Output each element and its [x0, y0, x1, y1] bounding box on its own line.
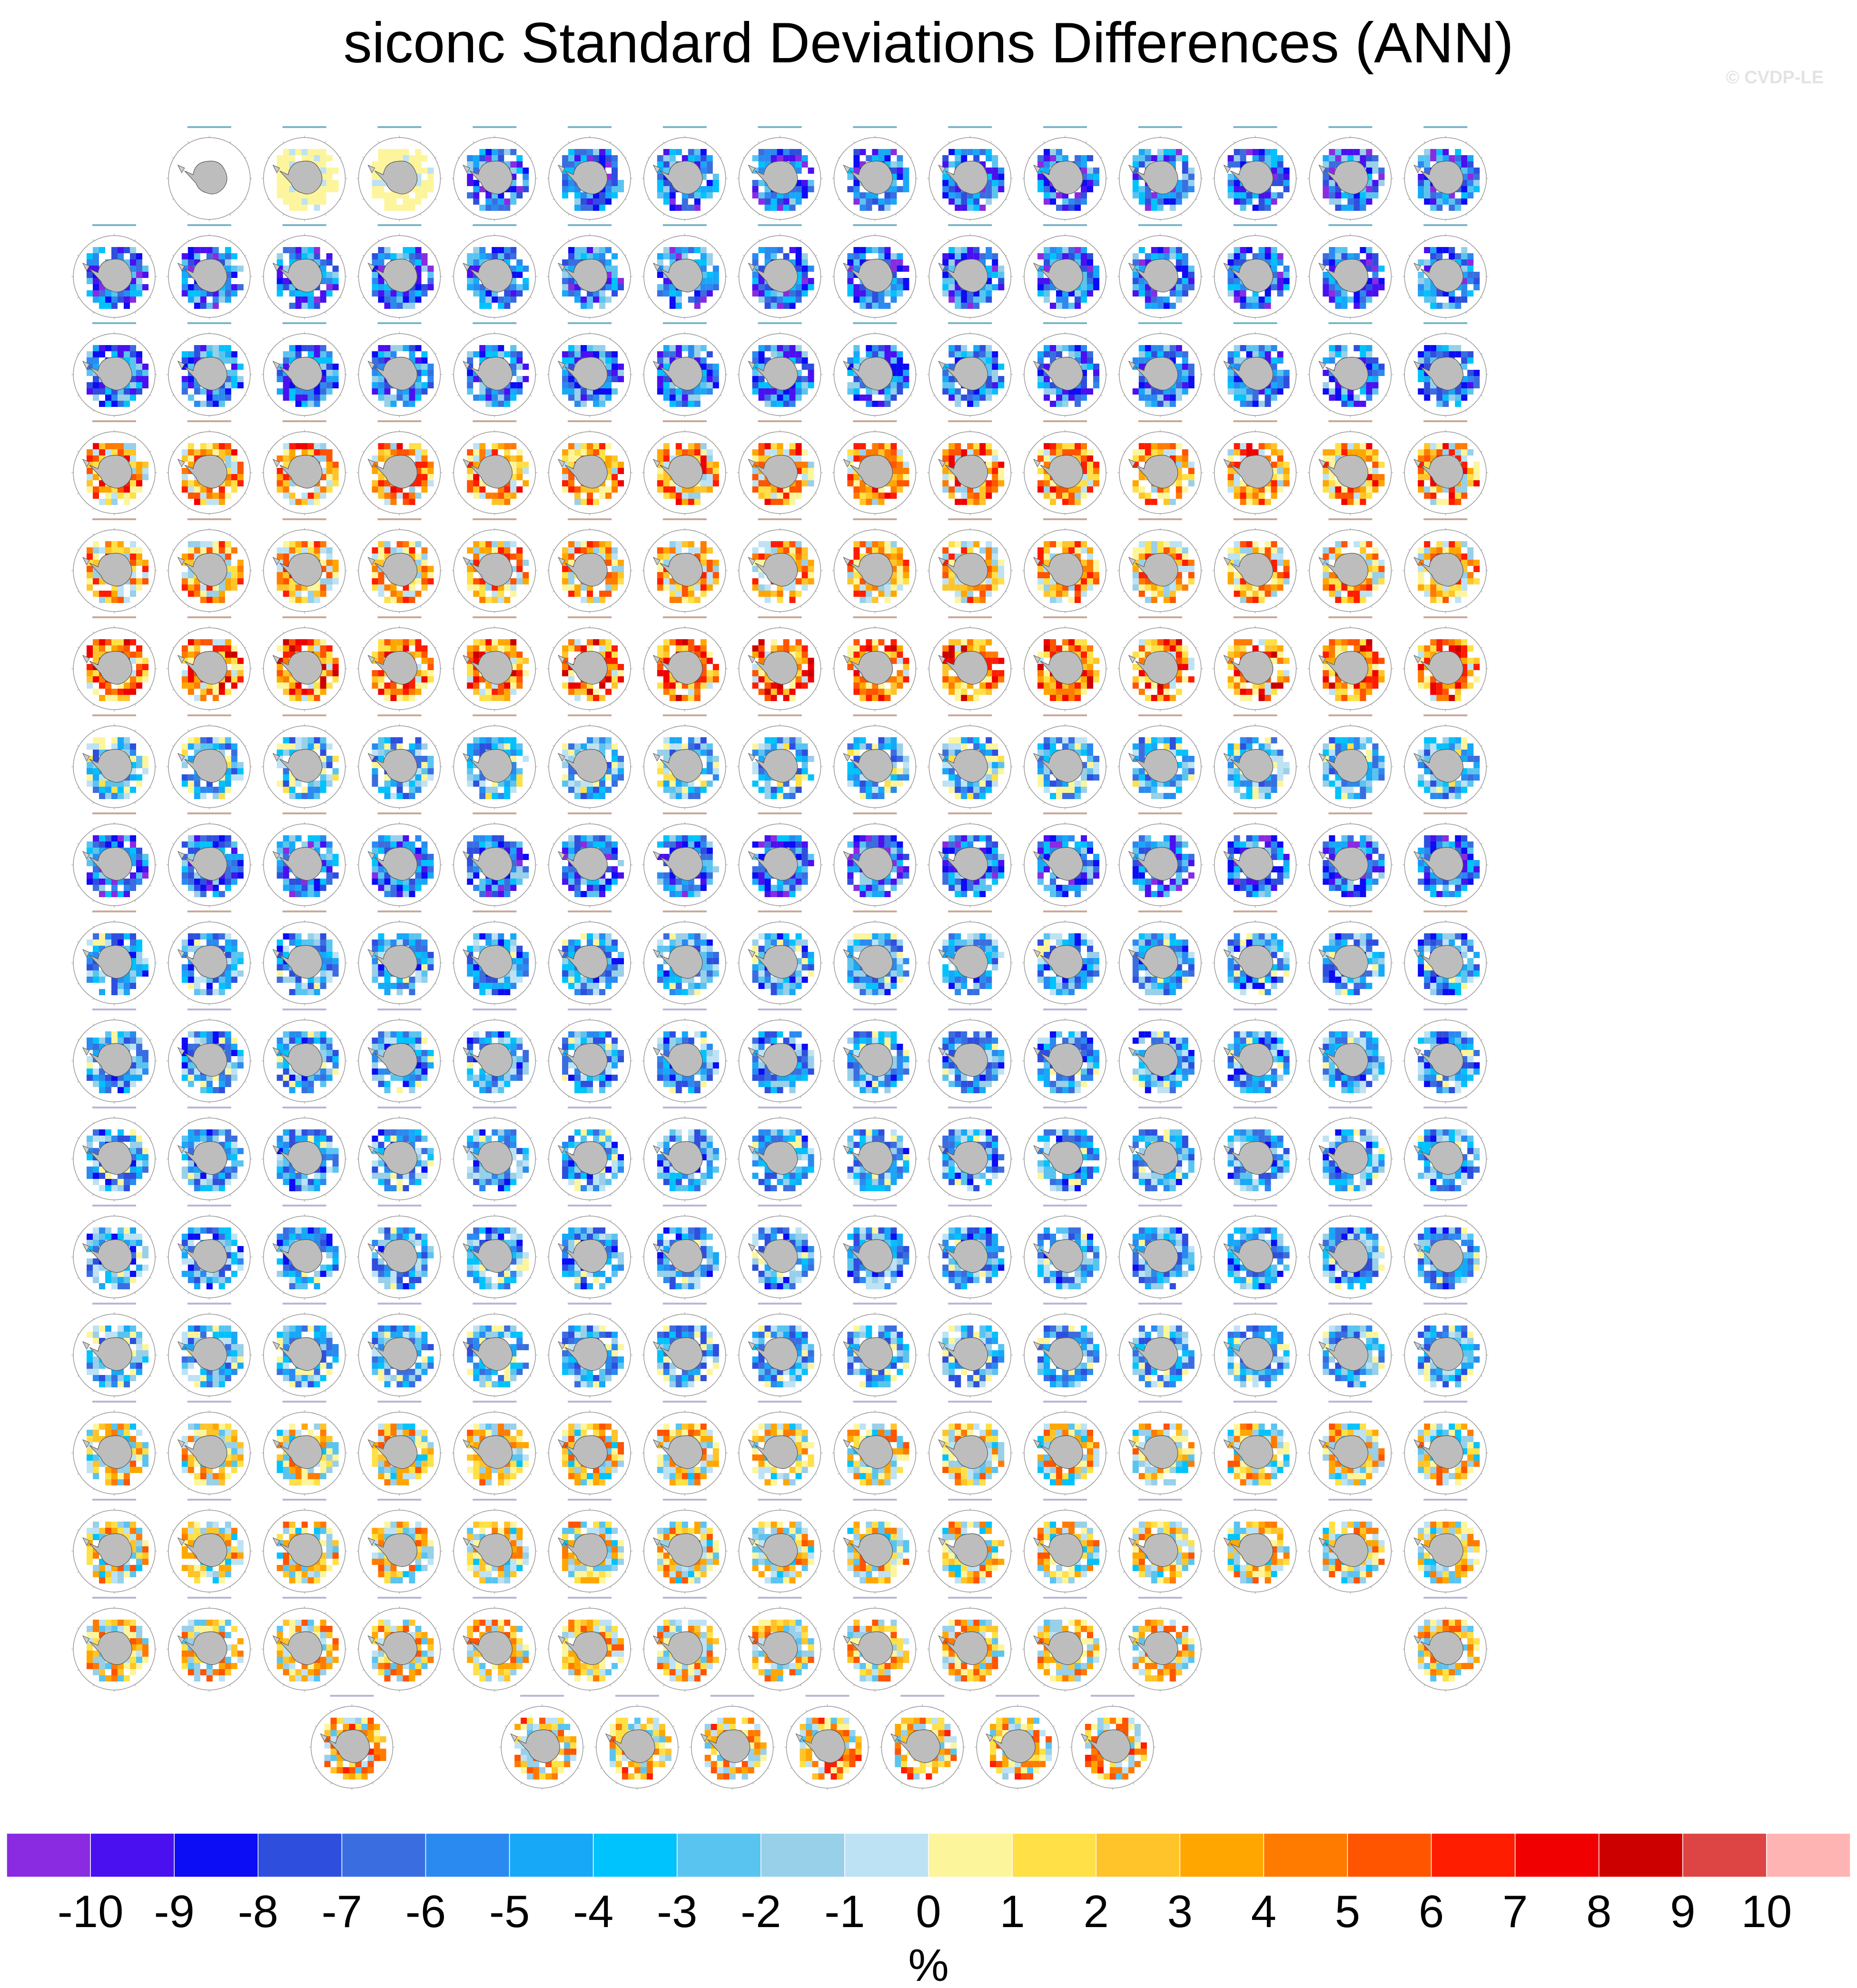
- credit-watermark: © CVDP-LE: [1726, 68, 1824, 88]
- chart-title: siconc Standard Deviations Differences (ANN): [0, 10, 1857, 76]
